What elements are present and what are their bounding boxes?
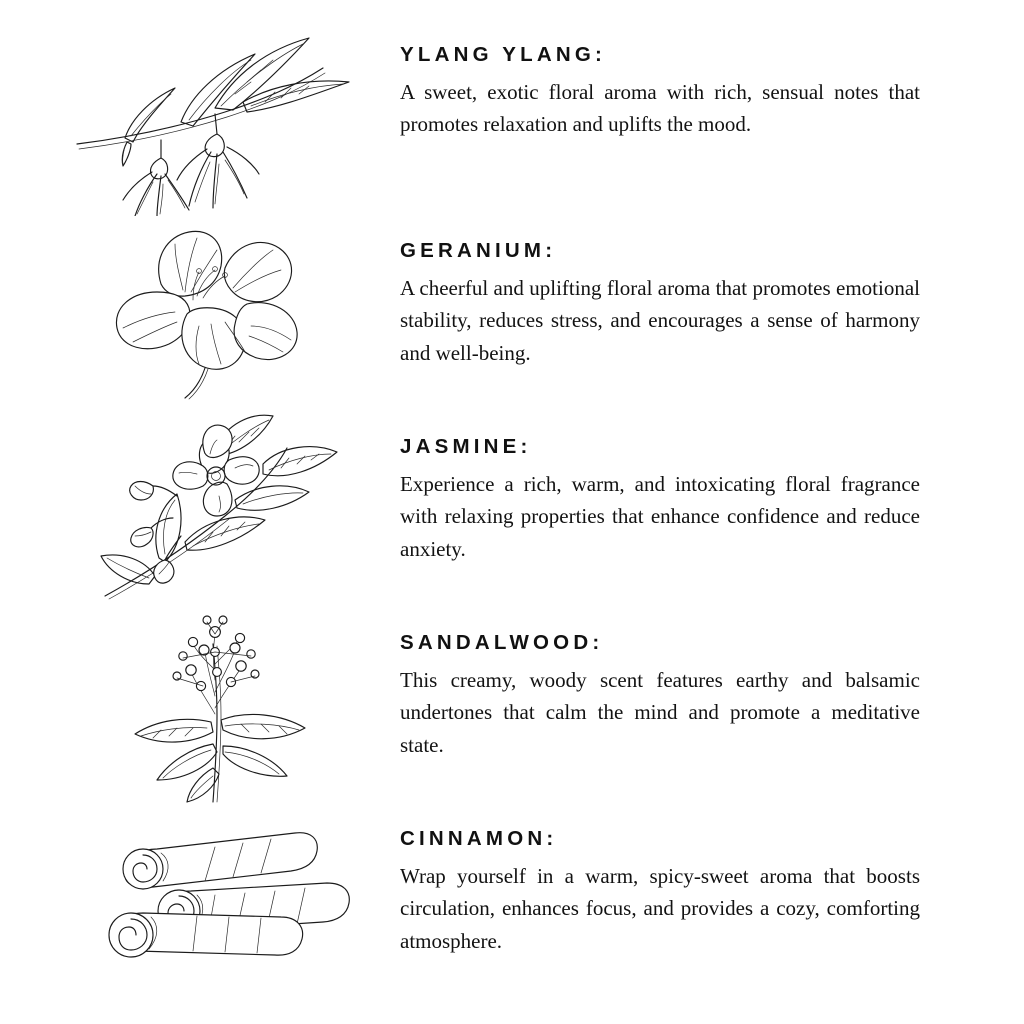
list-item	[50, 802, 954, 998]
list-item	[50, 606, 954, 802]
page-title: GERANIUM:	[400, 239, 557, 262]
entry-description: This creamy, woody scent features earthy and balsamic undertones that calm the mind and promote a meditative state.	[400, 667, 920, 758]
entry-copy	[380, 802, 920, 958]
entry-copy	[380, 214, 920, 370]
list-item	[50, 18, 954, 214]
jasmine-sprig-icon	[50, 410, 380, 606]
list-item	[50, 214, 954, 410]
page-title: CINNAMON:	[400, 827, 558, 850]
page-title: SANDALWOOD:	[400, 631, 604, 654]
page-title: YLANG YLANG:	[400, 43, 607, 66]
entry-description: Wrap yourself in a warm, spicy-sweet aroma that boosts circulation, enhances focus, and provides a cozy, comforting atmosphere.	[400, 863, 920, 954]
list-item	[50, 410, 954, 606]
geranium-flower-icon	[50, 214, 380, 410]
page-title: JASMINE:	[400, 435, 532, 458]
sandalwood-branch-icon	[50, 606, 380, 802]
entry-description: Experience a rich, warm, and intoxicating floral fragrance with relaxing properties that enhance confidence and reduce anxiety.	[400, 471, 920, 562]
entry-description: A cheerful and uplifting floral aroma that promotes emotional stability, reduces stress, and encourages a sense of harmony and well-being.	[400, 275, 920, 366]
entry-description: A sweet, exotic floral aroma with rich, sensual notes that promotes relaxation and uplifts the mood.	[400, 79, 920, 137]
entry-copy	[380, 18, 920, 141]
cinnamon-sticks-icon	[50, 802, 380, 998]
ylang-ylang-branch-icon	[50, 18, 380, 214]
entry-copy	[380, 410, 920, 566]
entry-copy	[380, 606, 920, 762]
